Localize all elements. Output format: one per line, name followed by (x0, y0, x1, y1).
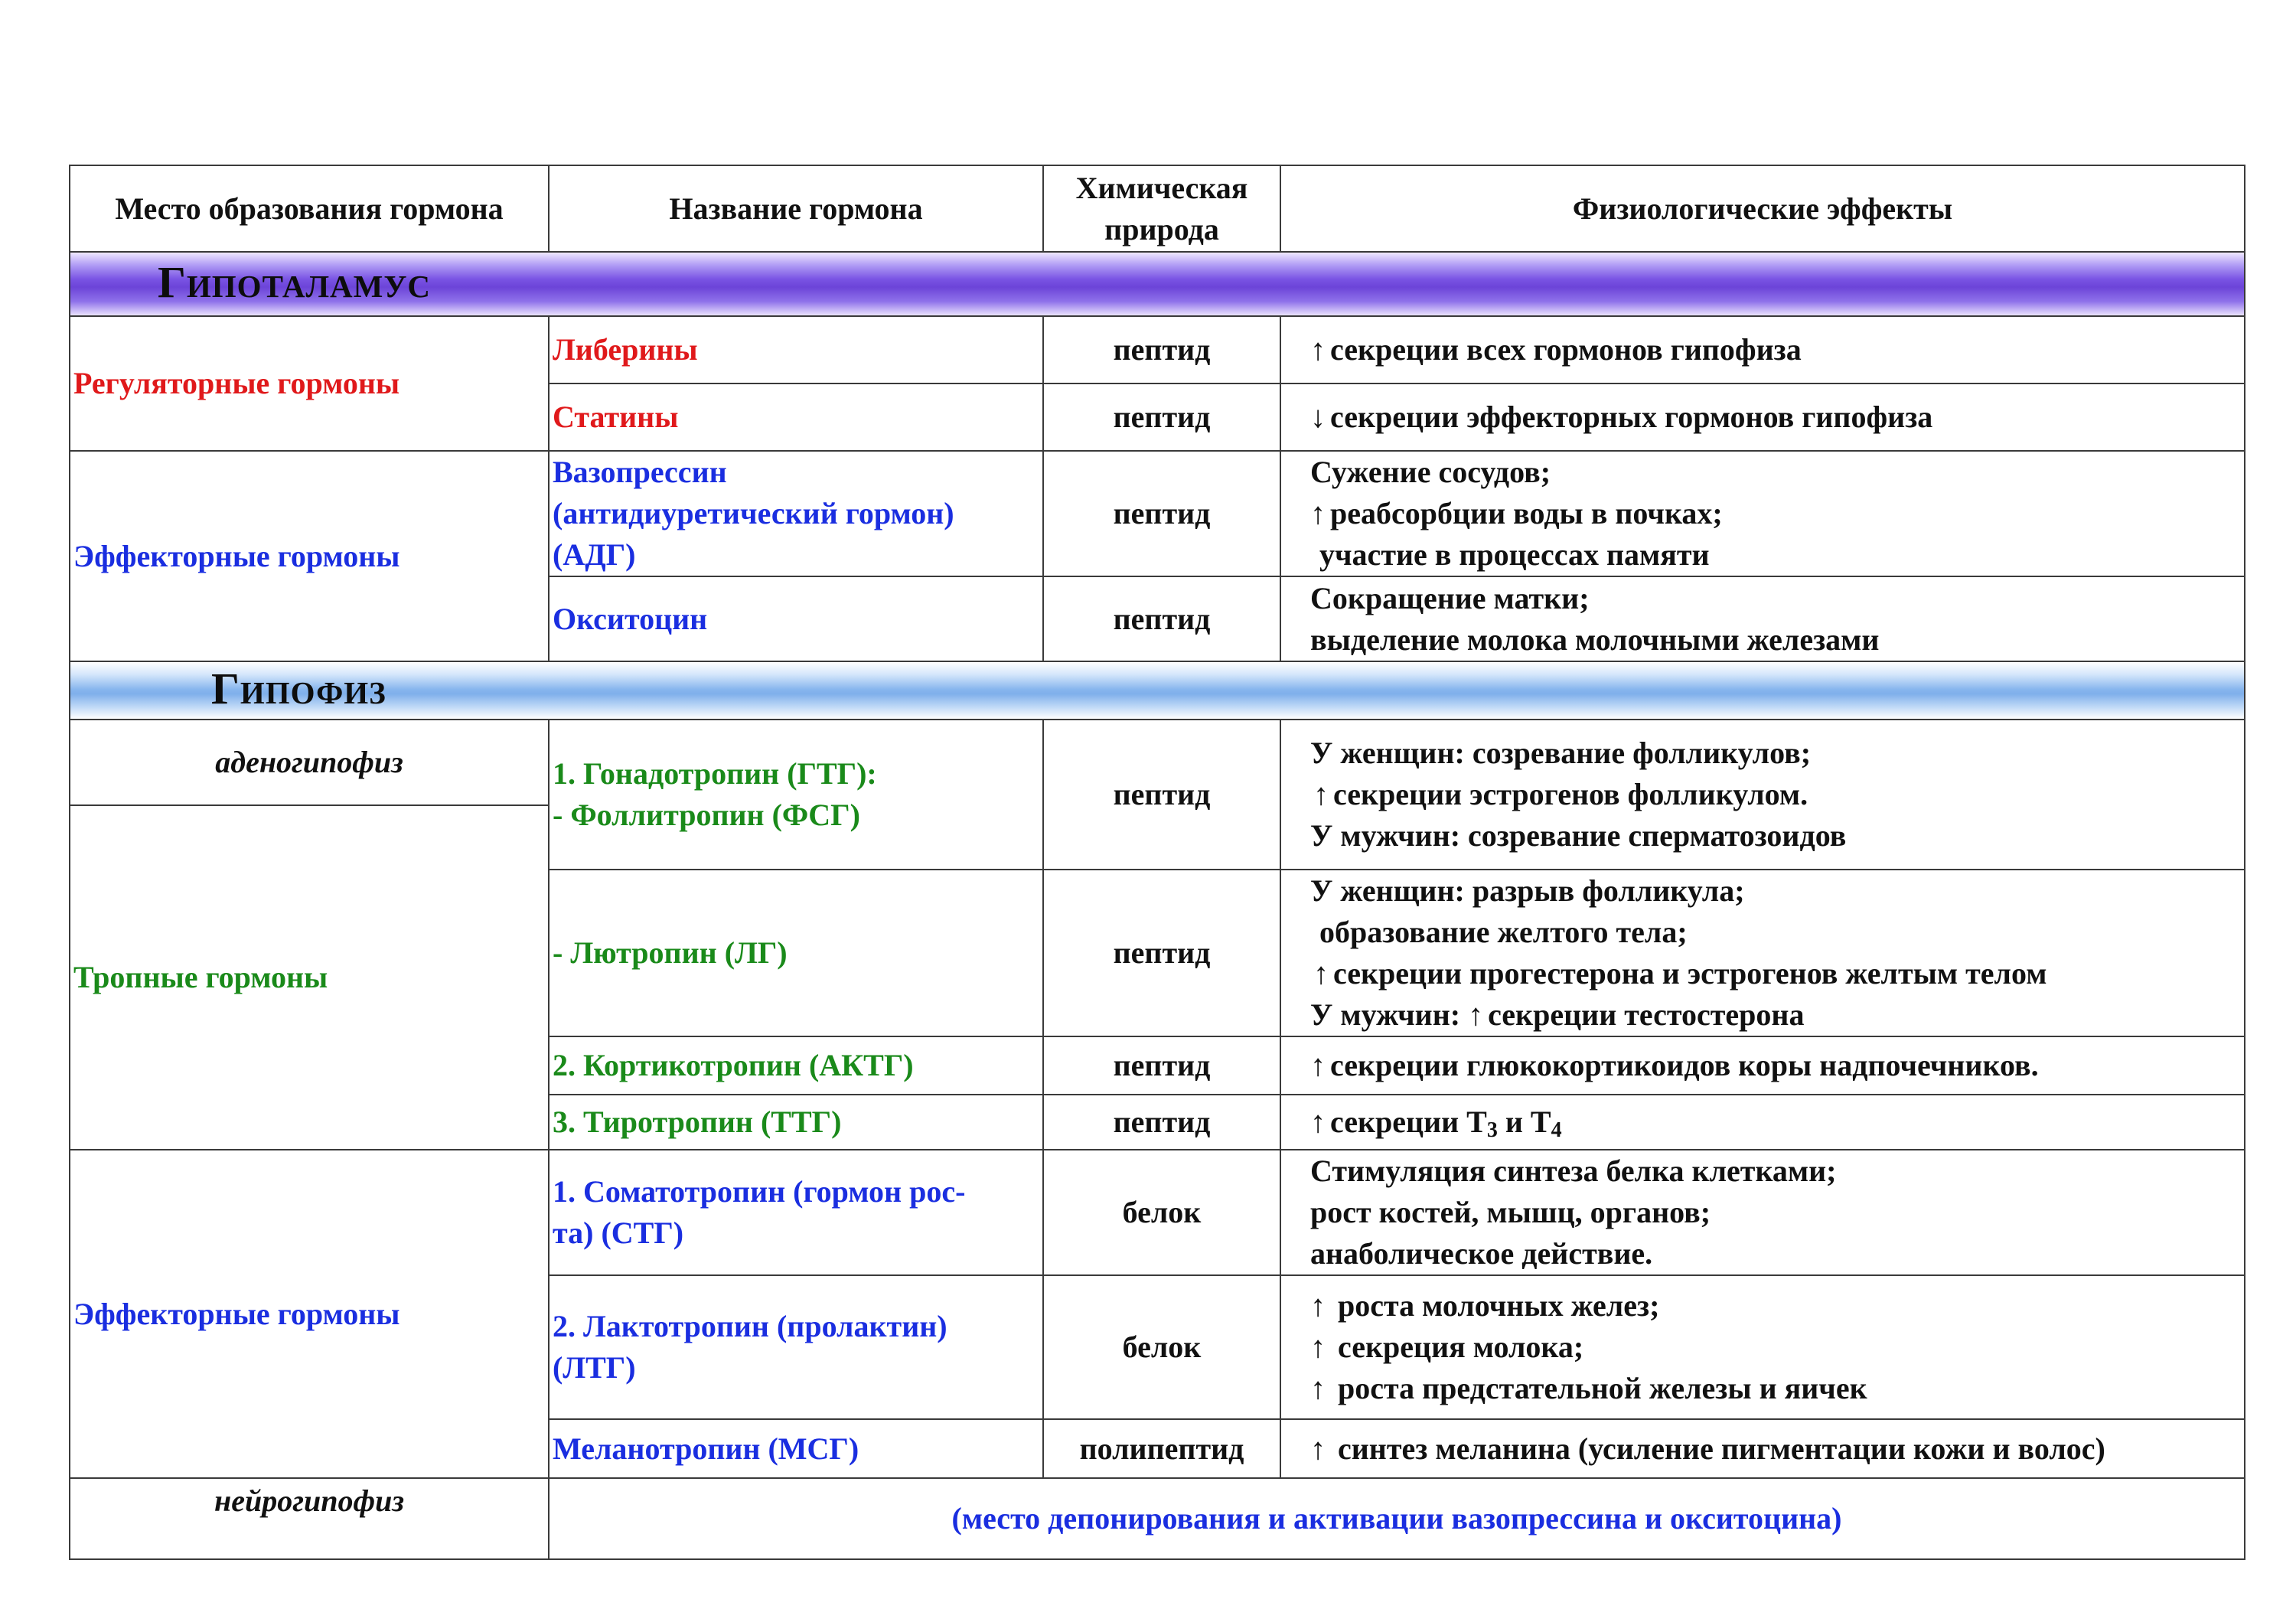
arrow-up-icon: ↑ (1310, 1048, 1326, 1082)
hormone-name: 1. Соматотропин (гормон рос- та) (СТГ) (549, 1150, 1043, 1275)
row-liberins (70, 316, 2245, 383)
section-hypothalamus (70, 252, 2245, 316)
hormone-nature: пептид (1043, 383, 1280, 451)
header-nature: Химическая природа (1043, 165, 1280, 252)
hormone-effect: ↑ секреции $Т_3$ и $Т_4$ (1280, 1095, 2245, 1150)
arrow-down-icon: ↓ (1310, 400, 1326, 434)
group-effector-pituitary: Эффекторные гормоны (70, 1150, 549, 1478)
hormone-nature: пептид (1043, 870, 1280, 1036)
group-effector-hypothalamus: Эффекторные гормоны (70, 451, 549, 661)
arrow-up-icon: ↑ (1468, 997, 1484, 1032)
header-effects: Физиологические эффекты (1280, 165, 2245, 252)
hormone-name: 1. Гонадотропин (ГТГ): - Фоллитропин (ФСГ) (549, 720, 1043, 870)
header-name: Название гормона (549, 165, 1043, 252)
hormone-effect: Сужение сосудов; ↑ реабсорбции воды в почках; участие в процессах памяти (1280, 451, 2245, 576)
hormone-effect: ↑ синтез меланина (усиление пигментации кожи и волос) (1280, 1419, 2245, 1478)
hormone-name: Окситоцин (549, 576, 1043, 661)
group-adenohypophysis: аденогипофиз (70, 720, 549, 805)
hormones-table (69, 165, 2245, 1560)
arrow-up-icon: ↑ (1310, 332, 1326, 367)
hormone-name: 2. Кортикотропин (АКТГ) (549, 1036, 1043, 1095)
group-regulatory: Регуляторные гормоны (70, 316, 549, 451)
group-neurohypophysis: нейрогипофиз (70, 1478, 549, 1559)
section-title-hypothalamus: Гипоталамус (158, 257, 432, 307)
hormone-effect: Сокращение матки; выделение молока молочными железами (1280, 576, 2245, 661)
hormone-name: Либерины (549, 316, 1043, 383)
hormone-name: Меланотропин (МСГ) (549, 1419, 1043, 1478)
neurohypophysis-note: (место депонирования и активации вазопрессина и окситоцина) (549, 1478, 2245, 1559)
header-row (70, 165, 2245, 252)
section-pituitary (70, 661, 2245, 720)
hormone-nature: пептид (1043, 1036, 1280, 1095)
hormone-name: Вазопрессин (антидиуретический гормон) (АДГ) (549, 451, 1043, 576)
row-neurohypophysis (70, 1478, 2245, 1559)
arrow-up-icon: ↑ (1310, 1288, 1326, 1323)
row-adenohypophysis (70, 720, 2245, 805)
arrow-up-icon: ↑ (1310, 1105, 1326, 1139)
group-tropic: Тропные гормоны (70, 805, 549, 1150)
arrow-up-icon: ↑ (1310, 1330, 1326, 1364)
section-title-pituitary: Гипофиз (211, 664, 386, 713)
hormone-nature: пептид (1043, 576, 1280, 661)
hormone-name: Статины (549, 383, 1043, 451)
row-vasopressin (70, 451, 2245, 576)
hormone-name: - Лютропин (ЛГ) (549, 870, 1043, 1036)
hormone-name: 3. Тиротропин (ТТГ) (549, 1095, 1043, 1150)
arrow-up-icon: ↑ (1310, 496, 1326, 530)
hormone-effect: ↑ роста молочных желез; ↑ секреция молока; ↑ роста предстательной железы и яичек (1280, 1275, 2245, 1419)
hormone-nature: пептид (1043, 316, 1280, 383)
hormone-nature: полипептид (1043, 1419, 1280, 1478)
hormone-nature: белок (1043, 1150, 1280, 1275)
hormone-name: 2. Лактотропин (пролактин) (ЛТГ) (549, 1275, 1043, 1419)
hormone-nature: пептид (1043, 720, 1280, 870)
hormone-effect: У женщин: созревание фолликулов; ↑ секреции эстрогенов фолликулом. У мужчин: созревание сперматозоидов (1280, 720, 2245, 870)
hormone-effect: Стимуляция синтеза белка клетками; рост костей, мышц, органов; анаболическое действие. (1280, 1150, 2245, 1275)
hormone-effect: ↓ секреции эффекторных гормонов гипофиза (1280, 383, 2245, 451)
hormone-nature: белок (1043, 1275, 1280, 1419)
hormone-effect: ↑ секреции глюкокортикоидов коры надпочечников. (1280, 1036, 2245, 1095)
row-somatotropin (70, 1150, 2245, 1275)
hormone-nature: пептид (1043, 451, 1280, 576)
arrow-up-icon: ↑ (1313, 956, 1329, 990)
hormone-effect: У женщин: разрыв фолликула; образование желтого тела; ↑ секреции прогестерона и эстрогенов желтым телом У мужчин: ↑ секреции тестостерона (1280, 870, 2245, 1036)
arrow-up-icon: ↑ (1313, 777, 1329, 811)
hormone-effect: ↑ секреции всех гормонов гипофиза (1280, 316, 2245, 383)
arrow-up-icon: ↑ (1310, 1371, 1326, 1405)
hormone-nature: пептид (1043, 1095, 1280, 1150)
arrow-up-icon: ↑ (1310, 1431, 1326, 1466)
header-place: Место образования гормона (70, 165, 549, 252)
